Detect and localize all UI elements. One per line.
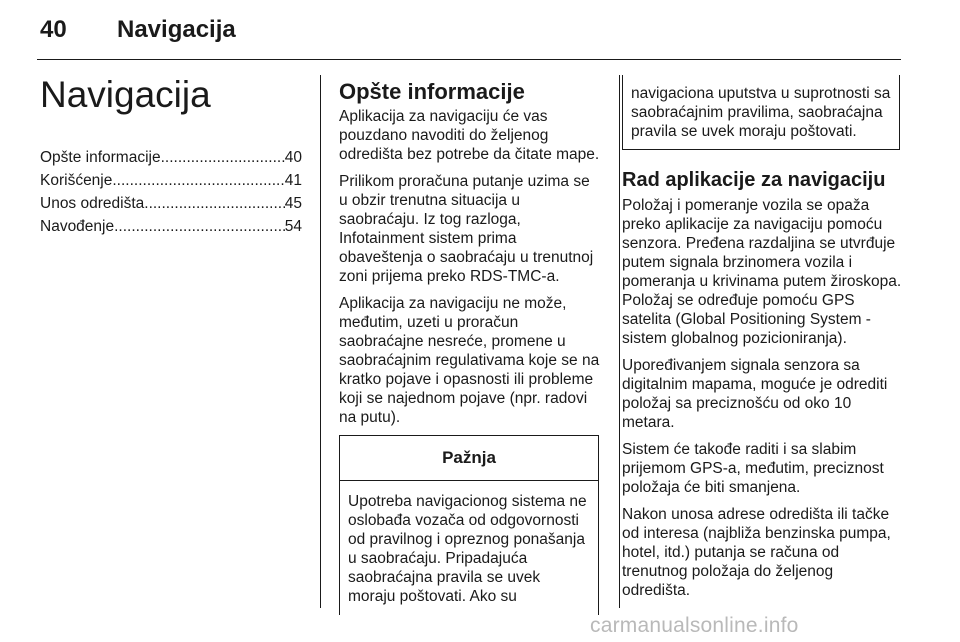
section-title-general: Opšte informacije [339,79,525,104]
watermark: carmanualsonline.info [590,614,799,637]
toc-entry[interactable] [40,192,302,215]
toc-entry[interactable] [40,146,302,169]
paragraph: Prilikom proračuna putanje uzima se u obzir trenutna situacija u saobraćaju. Iz tog razloga, Infotainment sistem prima obaveštenja o saobraćaju u trenutnoj zoni prijema preko RDS-TMC-a. [339,173,594,285]
toc-entry[interactable] [40,215,302,238]
warning-text: Upotreba navigacionog sistema ne oslobađa vozača od odgovornosti od pravilnog i opreznog ponašanja u saobraćaju. Pripadajuća saobraćajna pravila se uvek moraju poštovati. Ako su [348,493,587,605]
toc-leader-dots [161,146,285,169]
paragraph: Sistem će takođe raditi i sa slabim prijemom GPS-a, međutim, preciznost položaja će biti smanjena. [622,441,884,496]
toc-leader-dots [114,215,285,238]
paragraph: Položaj i pomeranje vozila se opaža preko aplikacije za navigaciju pomoću senzora. Pređena razdaljina se utvrđuje putem signala brzinomera vozila i pomeranja u krivinama putem žiroskopa. Položaj se određuje pomoću GPS satelita (Global Positioning System - sistem globalnog pozicioniranja). [622,197,902,347]
paragraph: Nakon unosa adrese odredišta ili tačke od interesa (najbliža benzinska pumpa, hotel, itd.) putanja se računa od trenutnog položaja do željenog odredišta. [622,506,891,599]
toc-entry-page: 45 [284,195,302,212]
column-divider-left [320,75,321,608]
toc-entry-label: Korišćenje [40,172,113,189]
warning-continuation: navigaciona uputstva u suprotnosti sa saobraćajnim pravilima, saobraćajna pravila se uvek moraju poštovati. [622,75,900,150]
general-info-column [339,78,601,615]
warning-box [339,435,599,615]
toc-leader-dots [112,169,284,192]
toc-entry-page: 54 [284,218,302,235]
toc-entry-label: Navođenje [40,218,115,235]
toc-entry-label: Opšte informacije [40,149,161,166]
toc-entry-label: Unos odredišta [40,195,145,212]
warning-heading: Pažnja [340,436,598,481]
header-divider [37,59,901,60]
paragraph: Upoređivanjem signala senzora sa digitalnim mapama, moguće je odrediti položaj sa preciznošću od oko 10 metara. [622,357,888,431]
column-divider-right [619,75,620,608]
paragraph: Aplikacija za navigaciju ne može, međutim, uzeti u proračun saobraćajne nesreće, promene u saobraćajnim regulativama koje se na kratko pojave i opasnosti ili probleme koji se najednom pojave (npr. radovi na putu). [339,295,600,426]
running-title: Navigacija [117,16,236,43]
toc-column [40,70,302,238]
page-header [0,0,960,60]
toc-entry[interactable] [40,169,302,192]
toc-entry-page: 41 [284,172,302,189]
paragraph: Aplikacija za navigaciju će vas pouzdano navoditi do željenog odredišta bez potrebe da čitate mape. [339,108,600,163]
page-number: 40 [40,16,67,43]
operation-column [622,78,902,608]
chapter-title: Navigacija [40,74,211,115]
toc-leader-dots [144,192,284,215]
section-title-operation: Rad aplikacije za navigaciju [622,169,886,191]
toc-entry-page: 40 [284,149,302,166]
